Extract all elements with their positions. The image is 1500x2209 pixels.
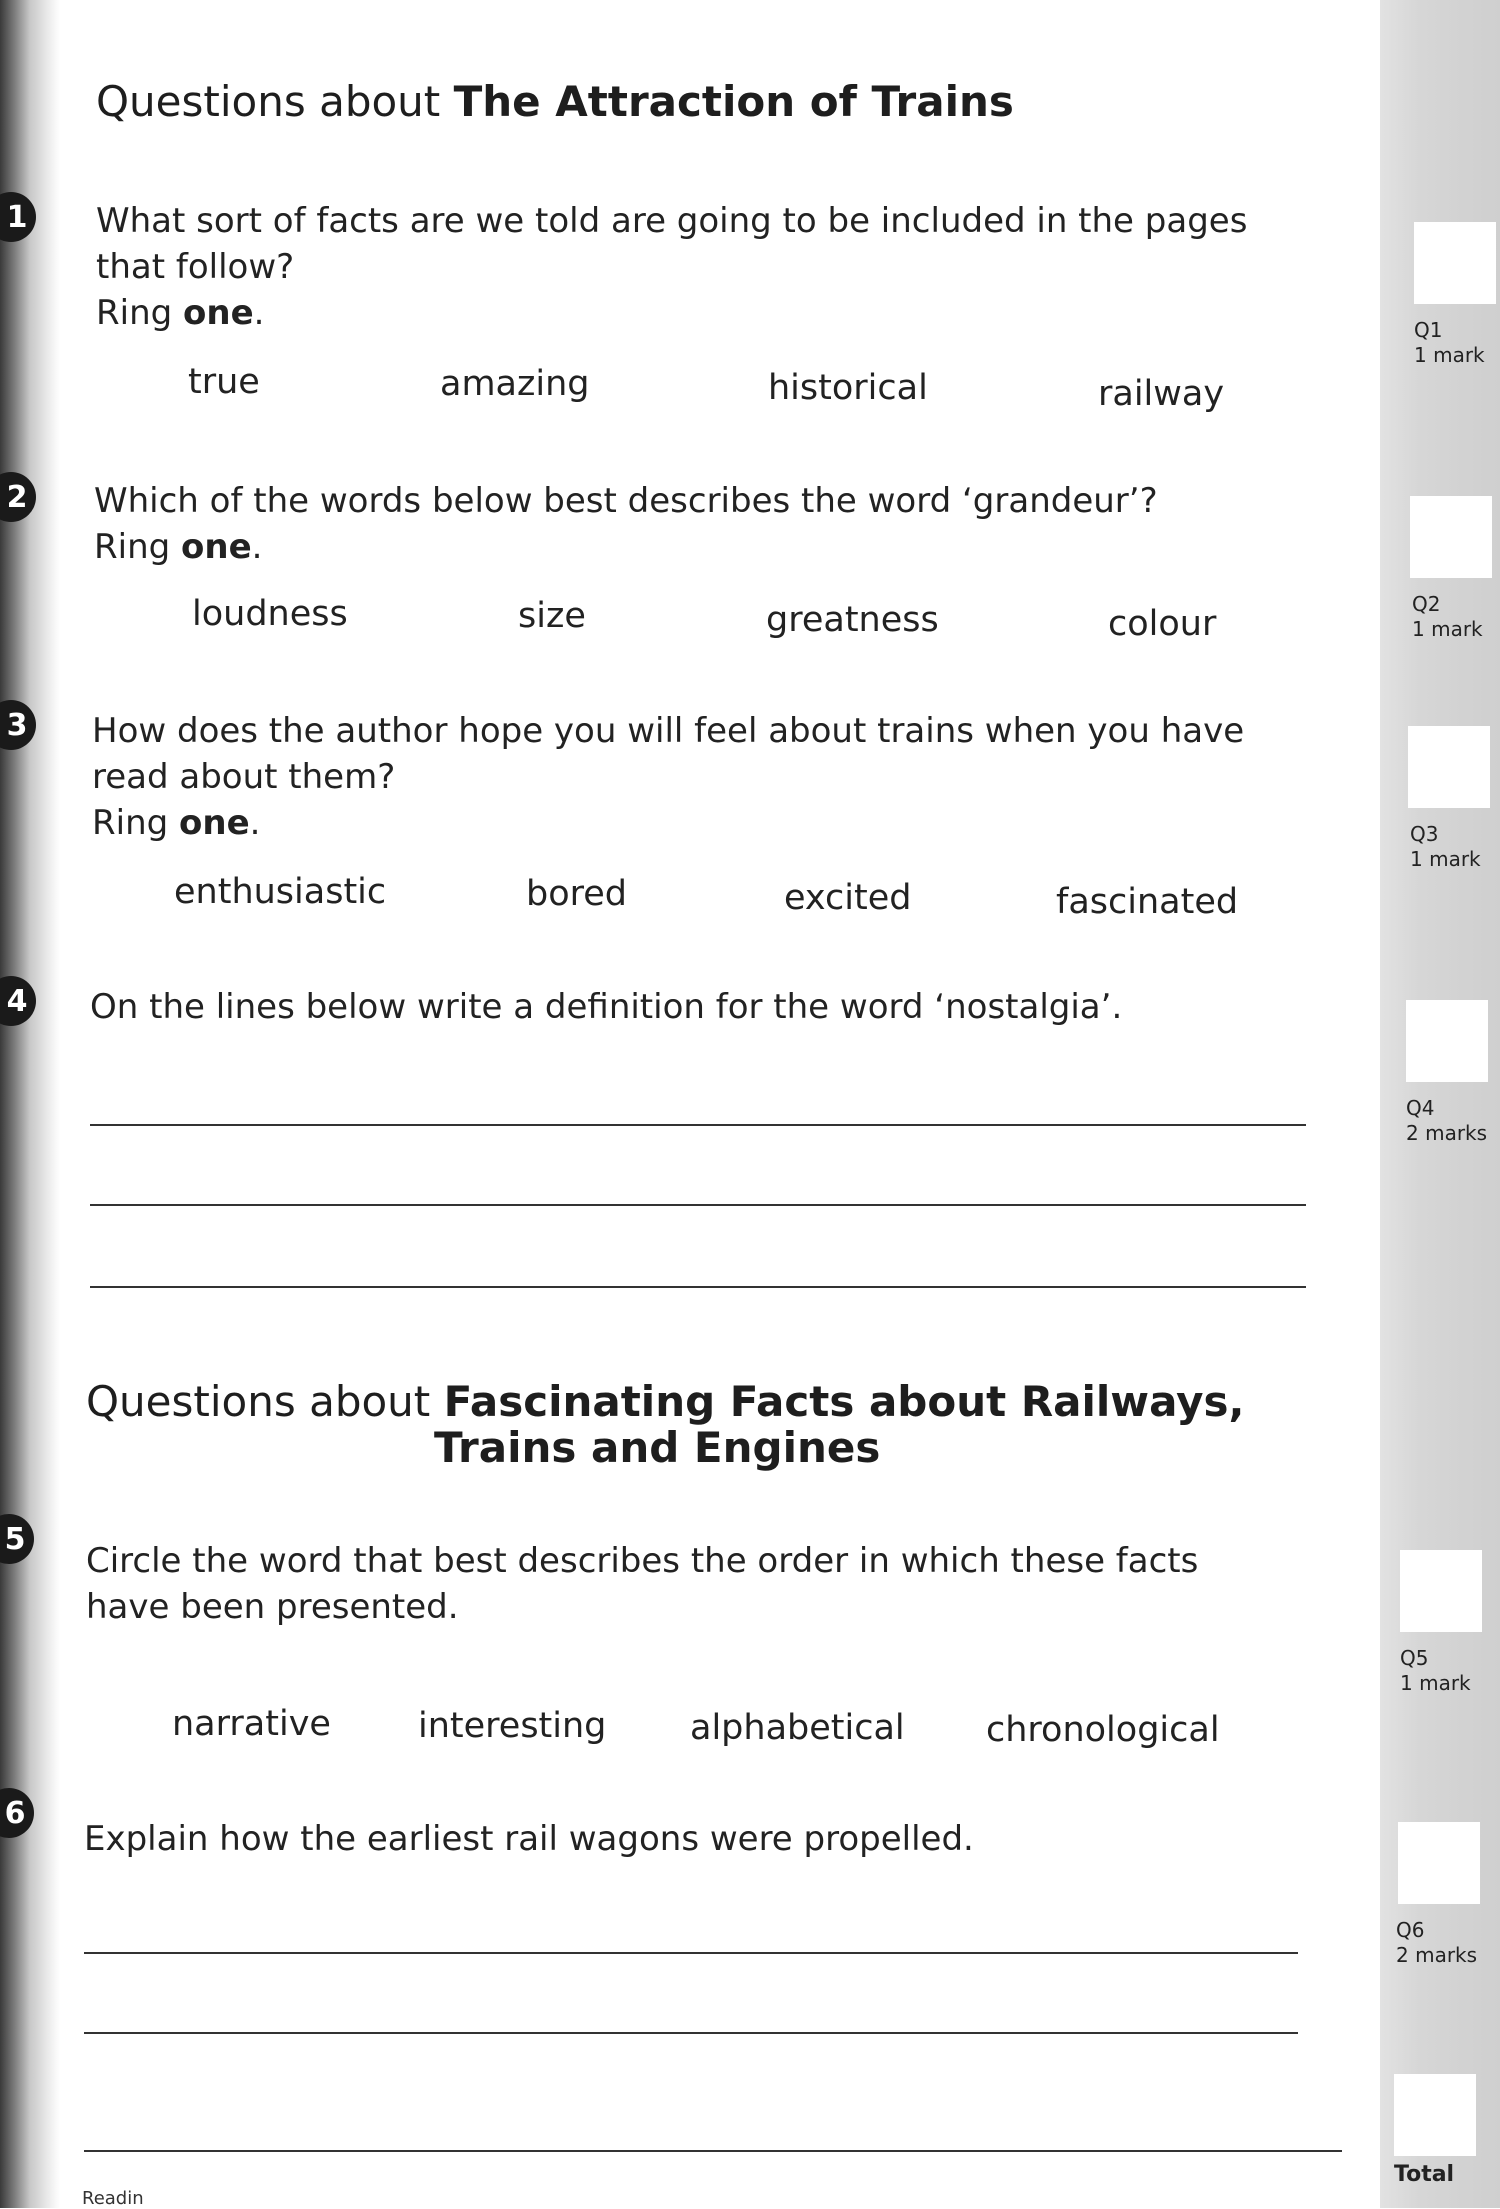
q3-option[interactable]: excited xyxy=(784,878,912,918)
q1-option[interactable]: historical xyxy=(768,368,928,408)
mark-box-q5[interactable] xyxy=(1400,1550,1482,1632)
footer-text: Readin xyxy=(82,2188,144,2209)
question-4-text: On the lines below write a definition for the word ‘nostalgia’. xyxy=(90,987,1123,1027)
section-title-name: Fascinating Facts about Railways, xyxy=(443,1377,1245,1426)
question-2-text: Which of the words below best describes the word ‘grandeur’? Ring one. xyxy=(94,478,1254,570)
question-number-3: 3 xyxy=(0,700,36,750)
q2-option[interactable]: size xyxy=(518,596,586,636)
answer-line[interactable] xyxy=(84,2150,1342,2152)
q2-option[interactable]: greatness xyxy=(766,600,939,640)
q5-option[interactable]: alphabetical xyxy=(690,1708,905,1748)
mark-box-q1[interactable] xyxy=(1414,222,1496,304)
mark-box-q3[interactable] xyxy=(1408,726,1490,808)
question-number-1: 1 xyxy=(0,192,36,242)
section-title-name: The Attraction of Trains xyxy=(453,77,1014,126)
mark-label-q3: Q3 1 mark xyxy=(1410,822,1481,871)
question-number-2: 2 xyxy=(0,472,36,522)
mark-label-q2: Q2 1 mark xyxy=(1412,592,1483,641)
mark-box-q2[interactable] xyxy=(1410,496,1492,578)
q5-option[interactable]: narrative xyxy=(172,1704,331,1744)
mark-box-q4[interactable] xyxy=(1406,1000,1488,1082)
answer-line[interactable] xyxy=(84,1952,1298,1954)
question-5-text: Circle the word that best describes the order in which these facts have been presented. xyxy=(86,1541,1199,1627)
q2-option[interactable]: colour xyxy=(1108,604,1217,644)
q1-option[interactable]: amazing xyxy=(440,364,590,404)
answer-line[interactable] xyxy=(90,1124,1306,1126)
question-6-text: Explain how the earliest rail wagons were propelled. xyxy=(84,1819,974,1859)
answer-line[interactable] xyxy=(84,2032,1298,2034)
q1-option[interactable]: true xyxy=(188,362,260,402)
answer-line[interactable] xyxy=(90,1204,1306,1206)
section-title-2 xyxy=(86,1377,1245,1426)
book-spine-shadow xyxy=(0,0,60,2208)
ring-instruction: Ring one. xyxy=(96,293,265,333)
mark-label-q6: Q6 2 marks xyxy=(1396,1918,1478,1967)
mark-label-q1: Q1 1 mark xyxy=(1414,318,1485,367)
q2-option[interactable]: loudness xyxy=(192,594,348,634)
section-title-prefix: Questions about xyxy=(86,1377,431,1426)
question-number-5: 5 xyxy=(0,1514,34,1564)
q5-option[interactable]: interesting xyxy=(418,1706,607,1746)
mark-label-q5: Q5 1 mark xyxy=(1400,1646,1471,1695)
mark-label-q4: Q4 2 marks xyxy=(1406,1096,1488,1145)
q3-option[interactable]: enthusiastic xyxy=(174,872,387,912)
section-title-prefix: Questions about xyxy=(96,77,441,126)
section-title-1 xyxy=(96,77,1014,126)
total-label: Total xyxy=(1394,2162,1455,2187)
section-title-2-line2: Trains and Engines xyxy=(434,1423,881,1472)
q3-option[interactable]: bored xyxy=(526,874,628,914)
question-3-text: How does the author hope you will feel about trains when you have read about them? Ring one. xyxy=(92,708,1252,846)
mark-box-total[interactable] xyxy=(1394,2074,1476,2156)
answer-line[interactable] xyxy=(90,1286,1306,1288)
q5-option[interactable]: chronological xyxy=(986,1710,1220,1750)
mark-box-q6[interactable] xyxy=(1398,1822,1480,1904)
question-number-4: 4 xyxy=(0,976,36,1026)
ring-instruction: Ring one. xyxy=(94,527,263,567)
question-1-text: What sort of facts are we told are going to be included in the pages that follow? Ring one. xyxy=(96,198,1256,336)
ring-instruction: Ring one. xyxy=(92,803,261,843)
question-number-6: 6 xyxy=(0,1788,34,1838)
q3-option[interactable]: fascinated xyxy=(1056,882,1239,922)
q1-option[interactable]: railway xyxy=(1098,374,1225,414)
